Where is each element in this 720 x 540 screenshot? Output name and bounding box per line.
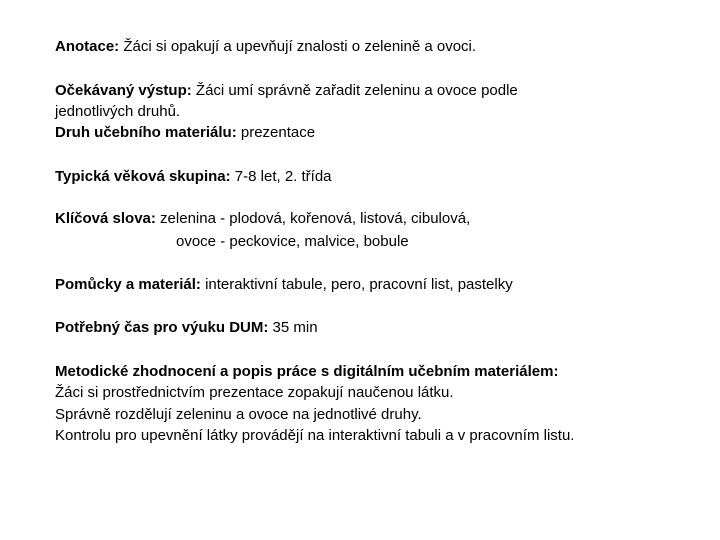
expected-outcome-label: Očekávaný výstup:	[55, 82, 192, 99]
annotation-row	[55, 37, 476, 56]
age-group-row	[55, 167, 332, 186]
keywords-continuation: ovoce - peckovice, malvice, bobule	[176, 233, 409, 250]
time-required-value: 35 min	[268, 319, 318, 336]
expected-outcome-continuation: jednotlivých druhů.	[55, 103, 181, 120]
keywords-label: Klíčová slova:	[55, 210, 156, 227]
age-group-value: 7-8 let, 2. třída	[230, 168, 332, 185]
methodology-line-3: Kontrolu pro upevnění látky provádějí na interaktivní tabuli a v pracovním listu.	[55, 427, 575, 444]
material-type-value: prezentace	[236, 124, 316, 141]
material-type-label: Druh učebního materiálu:	[55, 124, 237, 141]
expected-outcome-value: Žáci umí správně zařadit zeleninu a ovoce podle	[191, 82, 518, 99]
aids-row	[55, 275, 513, 294]
time-required-label: Potřebný čas pro výuku DUM:	[55, 319, 269, 336]
aids-value: interaktivní tabule, pero, pracovní list, pastelky	[200, 276, 513, 293]
keywords-value: zelenina - plodová, kořenová, listová, cibulová,	[155, 210, 471, 227]
methodology-line-1: Žáci si prostřednictvím prezentace zopakují naučenou látku.	[55, 384, 454, 401]
aids-label: Pomůcky a materiál:	[55, 276, 201, 293]
material-type-row	[55, 123, 315, 142]
expected-outcome-row	[55, 81, 518, 100]
annotation-value: Žáci si opakují a upevňují znalosti o zelenině a ovoci.	[119, 38, 477, 55]
methodology-line-2: Správně rozdělují zeleninu a ovoce na jednotlivé druhy.	[55, 406, 422, 423]
methodology-heading: Metodické zhodnocení a popis práce s digitálním učebním materiálem:	[55, 363, 559, 380]
annotation-label: Anotace:	[55, 38, 120, 55]
age-group-label: Typická věková skupina:	[55, 168, 231, 185]
time-required-row	[55, 318, 318, 337]
keywords-row	[55, 209, 470, 228]
